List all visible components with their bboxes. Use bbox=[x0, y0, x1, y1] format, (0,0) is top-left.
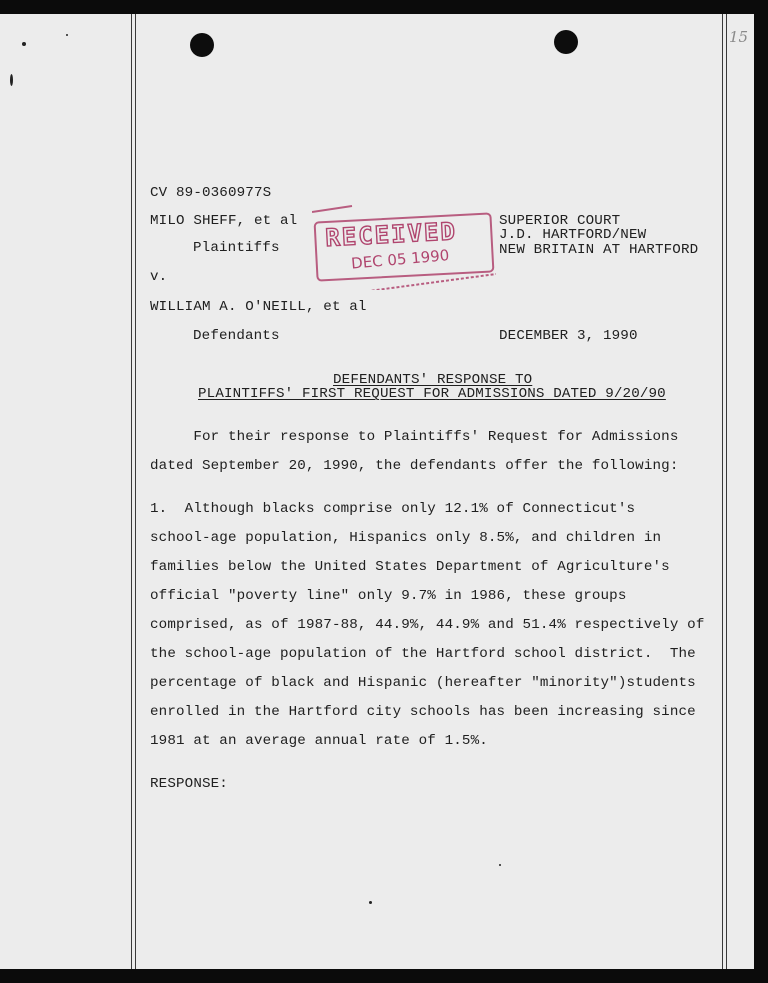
speck bbox=[10, 74, 13, 86]
punch-hole bbox=[554, 30, 578, 54]
response-label: RESPONSE: bbox=[150, 776, 228, 792]
document-date: DECEMBER 3, 1990 bbox=[499, 328, 638, 344]
item1-line: families below the United States Department of Agriculture's bbox=[150, 559, 670, 575]
speck bbox=[369, 901, 372, 904]
defendant-name: WILLIAM A. O'NEILL, et al bbox=[150, 299, 367, 315]
margin-rule bbox=[131, 14, 132, 969]
intro-line-1: For their response to Plaintiffs' Request for Admissions bbox=[150, 429, 679, 445]
item1-line: comprised, as of 1987-88, 44.9%, 44.9% and 51.4% respectively of bbox=[150, 617, 705, 633]
court-line-3: NEW BRITAIN AT HARTFORD bbox=[499, 242, 699, 258]
margin-rule bbox=[726, 14, 727, 969]
plaintiff-name: MILO SHEFF, et al bbox=[150, 213, 298, 229]
punch-hole bbox=[190, 33, 214, 57]
versus: v. bbox=[150, 269, 168, 285]
plaintiffs-label: Plaintiffs bbox=[193, 240, 280, 256]
stamp-date: DEC 05 1990 bbox=[350, 246, 450, 273]
margin-rule bbox=[135, 14, 136, 969]
item1-line: official "poverty line" only 9.7% in 1986, these groups bbox=[150, 588, 627, 604]
margin-note: 15 bbox=[729, 28, 749, 46]
court-line-2: J.D. HARTFORD/NEW bbox=[499, 227, 647, 243]
court-line-1: SUPERIOR COURT bbox=[499, 213, 621, 229]
item1-line: school-age population, Hispanics only 8.5%, and children in bbox=[150, 530, 662, 546]
title-line-2: PLAINTIFFS' FIRST REQUEST FOR ADMISSIONS DATED 9/20/90 bbox=[198, 386, 666, 402]
intro-line-2: dated September 20, 1990, the defendants offer the following: bbox=[150, 458, 679, 474]
case-number: CV 89-0360977S bbox=[150, 185, 272, 201]
item1-line: the school-age population of the Hartford school district. The bbox=[150, 646, 696, 662]
stamp-text: RECEIVED bbox=[324, 217, 458, 253]
margin-rule bbox=[722, 14, 723, 969]
speck bbox=[499, 864, 501, 866]
speck bbox=[66, 34, 68, 36]
item1-line: 1981 at an average annual rate of 1.5%. bbox=[150, 733, 488, 749]
item1-line: percentage of black and Hispanic (hereafter "minority")students bbox=[150, 675, 696, 691]
received-stamp bbox=[312, 204, 496, 290]
title-line-1: DEFENDANTS' RESPONSE TO bbox=[333, 372, 533, 388]
speck bbox=[22, 42, 26, 46]
document-page bbox=[0, 14, 754, 969]
item1-line: 1. Although blacks comprise only 12.1% of Connecticut's bbox=[150, 501, 636, 517]
item1-line: enrolled in the Hartford city schools has been increasing since bbox=[150, 704, 696, 720]
defendants-label: Defendants bbox=[193, 328, 280, 344]
